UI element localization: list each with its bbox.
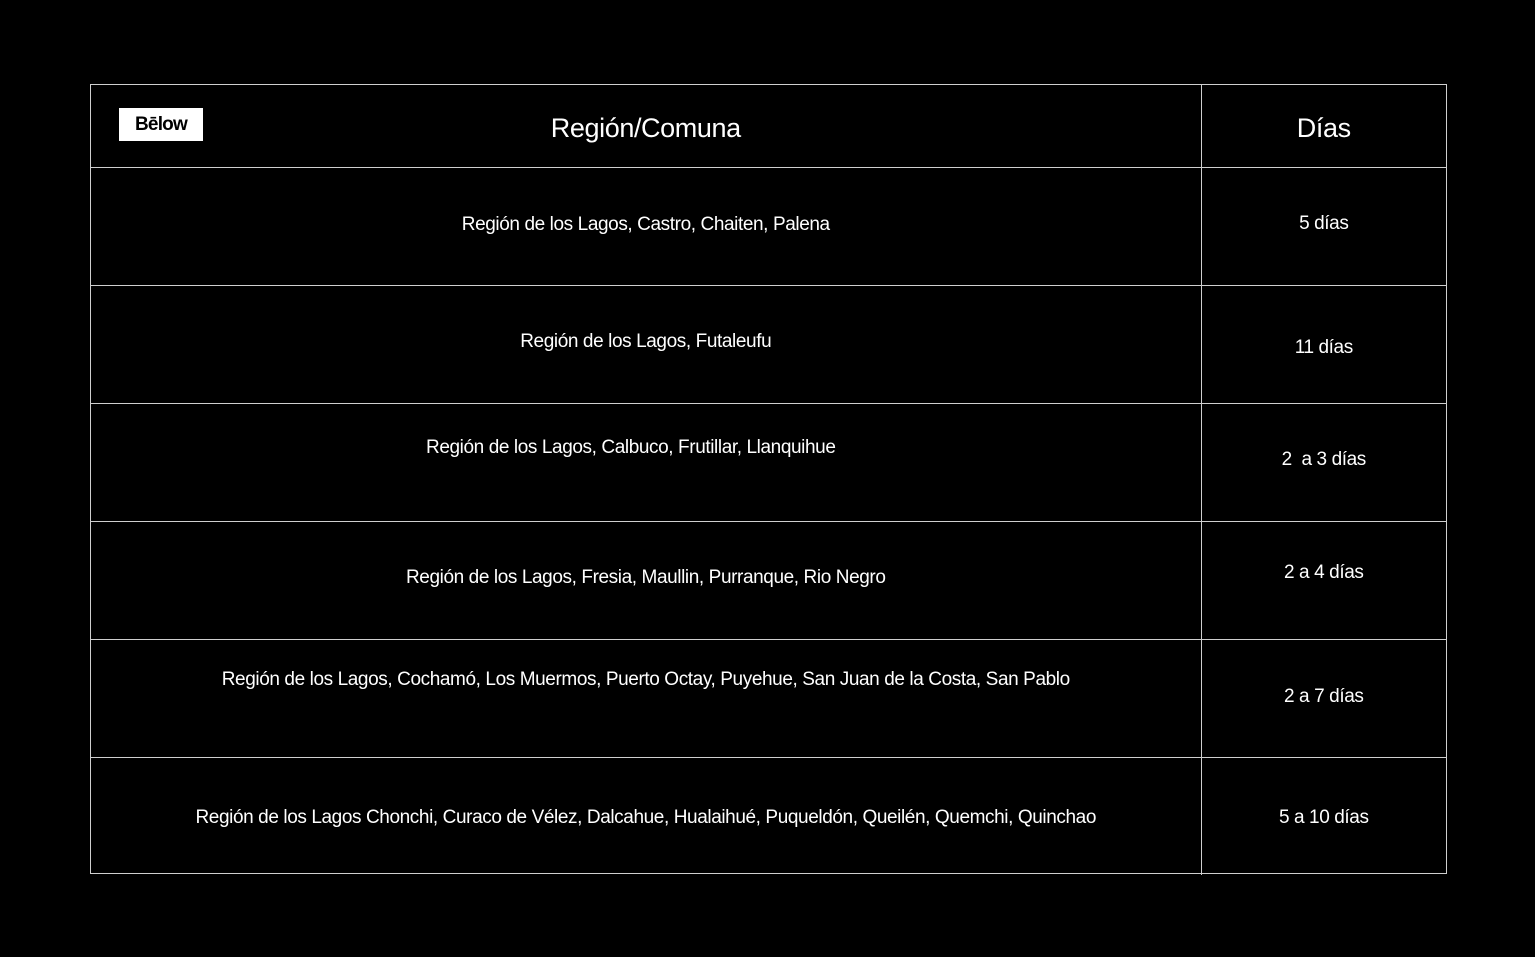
below-logo: Bēlow: [119, 108, 203, 141]
region-text: Región de los Lagos, Futaleufu: [520, 331, 772, 352]
header-dias: [1201, 85, 1446, 167]
dias-cell: [1201, 167, 1446, 285]
region-text: Región de los Lagos, Cochamó, Los Muermos, Puerto Octay, Puyehue, San Juan de la Costa, San Pablo: [221, 669, 1070, 690]
region-cell: [91, 167, 1201, 285]
dias-cell: [1201, 521, 1446, 639]
header-region-label: Región/Comuna: [550, 113, 741, 144]
dias-cell: [1201, 639, 1446, 757]
dias-text: 2 a 7 días: [1284, 686, 1364, 707]
header-region: [91, 85, 1201, 167]
region-cell: [91, 403, 1201, 521]
dias-cell: [1201, 757, 1446, 875]
table-row: [91, 285, 1446, 403]
region-cell: [91, 521, 1201, 639]
table-row: [91, 403, 1446, 521]
dias-text: 11 días: [1294, 337, 1353, 358]
table-row: [91, 639, 1446, 757]
table-header-row: [91, 85, 1446, 167]
table-row: [91, 167, 1446, 285]
dias-text: 2 a 4 días: [1284, 562, 1364, 583]
region-text: Región de los Lagos, Fresia, Maullin, Purranque, Rio Negro: [405, 567, 886, 588]
dias-cell: [1201, 403, 1446, 521]
delivery-table: [91, 85, 1446, 875]
table-row: [91, 757, 1446, 875]
delivery-times-table: [90, 84, 1447, 874]
region-cell: [91, 285, 1201, 403]
region-text: Región de los Lagos Chonchi, Curaco de Vélez, Dalcahue, Hualaihué, Puqueldón, Queilén, Quemchi, Quinchao: [195, 807, 1097, 829]
region-cell: [91, 757, 1201, 875]
dias-text: 5 a 10 días: [1278, 807, 1369, 829]
table-row: [91, 521, 1446, 639]
dias-cell: [1201, 285, 1446, 403]
region-cell: [91, 639, 1201, 757]
region-text: Región de los Lagos, Calbuco, Frutillar, Llanquihue: [426, 437, 836, 458]
dias-text: 5 días: [1299, 213, 1349, 234]
dias-text: 2 a 3 días: [1281, 449, 1366, 470]
region-text: Región de los Lagos, Castro, Chaiten, Palena: [461, 214, 830, 235]
header-dias-label: Días: [1296, 113, 1351, 144]
